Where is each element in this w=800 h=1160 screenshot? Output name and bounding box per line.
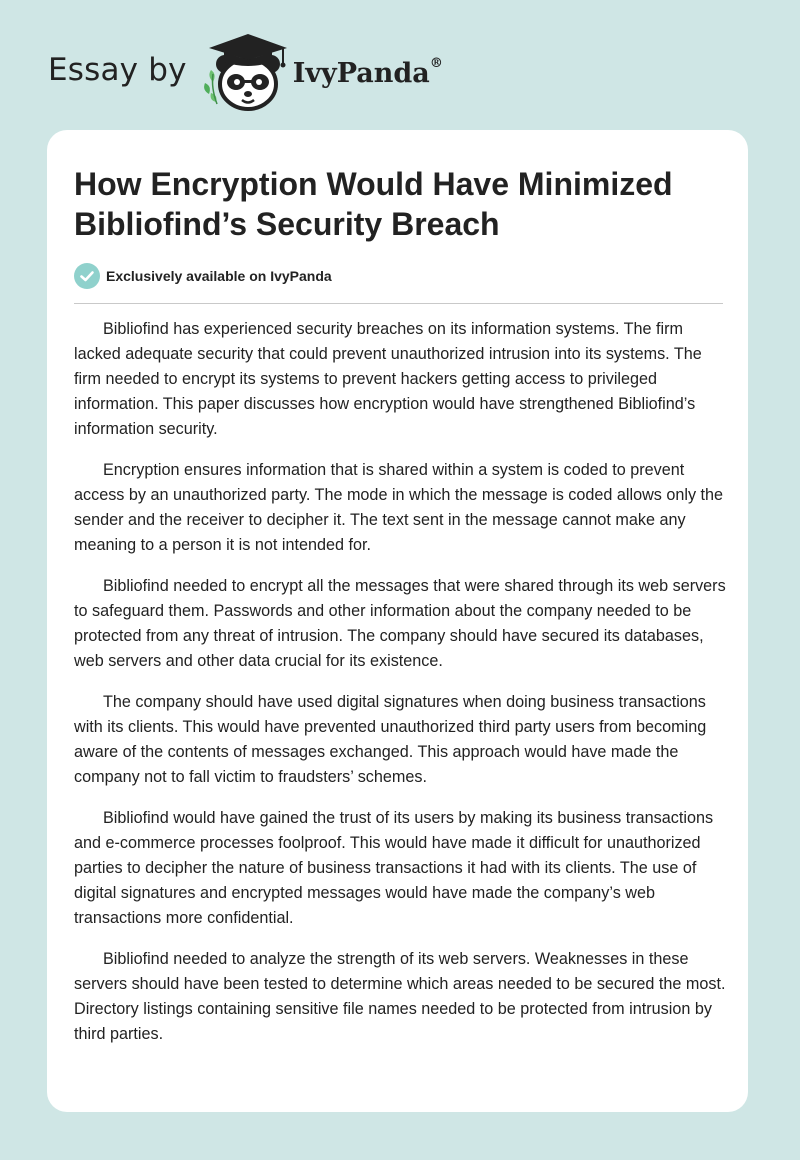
registered-mark: ®: [429, 55, 443, 71]
paragraph: Bibliofind needed to encrypt all the messages that were shared through its web servers to safeguard them. Passwords and other information about the company needed to be protected from any threat of intrusion. The company should have secured its databases, web servers and other data crucial for its existence.: [74, 577, 726, 670]
badge-text: Exclusively available on IvyPanda: [106, 268, 332, 284]
site-header: [48, 30, 443, 114]
paragraph: Encryption ensures information that is shared within a system is coded to prevent access by an unauthorized party. The mode in which the message is coded allows only the sender and the receiver to decipher it. The text sent in the message cannot make any meaning to a person it is not intended for.: [74, 461, 724, 554]
paragraph: Bibliofind has experienced security breaches on its information systems. The firm lacked adequate security that could prevent unauthorized intrusion into its systems. The firm needed to encrypt its systems to prevent hackers getting access to privileged information. This paper discusses how encryption would have strengthened Bibliofind’s information security.: [74, 320, 702, 438]
paragraph: Bibliofind would have gained the trust of its users by making its business transactions and e-commerce processes foolproof. This would have made it difficult for unauthorized parties to decipher the nature of business transactions it had with its clients. The use of digital signatures and encrypted messages would have made the company’s web transactions more confidential.: [74, 809, 714, 927]
check-circle-icon: [74, 263, 100, 289]
ivypanda-logo-icon[interactable]: [199, 30, 291, 114]
brand-name[interactable]: [292, 55, 443, 89]
essay-body: [74, 317, 726, 1063]
paragraph: Bibliofind needed to analyze the strength of its web servers. Weaknesses in these servers should have been tested to determine which areas needed to be secured the most. Directory listings containing sensitive file names needed to be protected from intrusion by third parties.: [74, 950, 726, 1043]
title-divider: [74, 303, 723, 304]
exclusive-badge: [74, 263, 332, 289]
brand-text: IvyPanda: [292, 57, 430, 89]
essay-by-label: Essay by: [48, 52, 187, 88]
essay-card: [47, 130, 748, 1112]
essay-title: How Encryption Would Have Minimized Bibliofind’s Security Breach: [74, 166, 673, 242]
paragraph: The company should have used digital signatures when doing business transactions with its clients. This would have prevented unauthorized third party users from becoming aware of the contents of messages exchanged. This approach would have made the company not to fall victim to fraudsters’ schemes.: [74, 693, 707, 786]
